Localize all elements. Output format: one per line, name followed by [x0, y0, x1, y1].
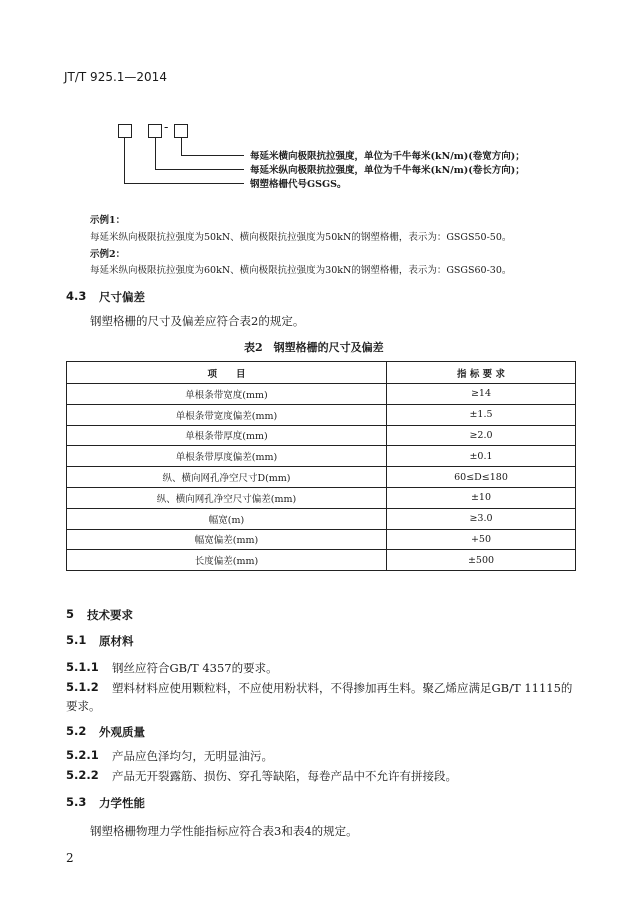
example-1-text: 每延米纵向极限抗拉强度为50kN、横向极限抗拉强度为50kN的钢塑格栅，表示为：GSGS50-50。 — [90, 232, 512, 243]
leader-line — [155, 138, 156, 169]
table-header-row — [67, 362, 576, 384]
code-box — [118, 124, 132, 138]
table-row — [67, 467, 576, 488]
table-cell-item: 单根条带厚度(mm) — [67, 425, 387, 446]
document-id: JT/T 925.1—2014 — [64, 70, 167, 84]
table-cell-item: 纵、横向网孔净空尺寸D(mm) — [67, 467, 387, 488]
section-5-2-number: 5.2 — [66, 724, 87, 738]
table-header-requirement: 指 标 要 求 — [387, 362, 576, 384]
longitudinal-strength-box — [148, 124, 162, 138]
example-1-label: 示例1： — [90, 215, 126, 226]
clause-5-2-1-number: 5.2.1 — [66, 748, 99, 762]
section-5-1-number: 5.1 — [66, 633, 87, 647]
table-row — [67, 529, 576, 550]
table-cell-value: ≥14 — [387, 384, 576, 405]
table-cell-item: 纵、横向网孔净空尺寸偏差(mm) — [67, 487, 387, 508]
table-cell-item: 单根条带厚度偏差(mm) — [67, 446, 387, 467]
clause-5-2-2-text: 产品无开裂露筋、损伤、穿孔等缺陷，每卷产品中不允许有拼接段。 — [112, 769, 457, 783]
transverse-strength-box — [174, 124, 188, 138]
table-cell-value: ±0.1 — [387, 446, 576, 467]
leader-line — [124, 183, 244, 184]
example-2-label: 示例2： — [90, 249, 126, 260]
clause-5-1-1-number: 5.1.1 — [66, 660, 99, 674]
section-5-1-title: 原材料 — [99, 634, 134, 648]
section-5-2-title: 外观质量 — [99, 725, 145, 739]
table-row — [67, 508, 576, 529]
table-cell-item: 长度偏差(mm) — [67, 550, 387, 571]
clause-5-1-2-text: 塑料材料应使用颗粒料，不应使用粉状料，不得掺加再生料。聚乙烯应满足GB/T 11115的 — [112, 681, 573, 695]
section-5-3-text: 钢塑格栅物理力学性能指标应符合表3和表4的规定。 — [90, 824, 358, 838]
table-2-caption: 表2 钢塑格栅的尺寸及偏差 — [244, 341, 384, 354]
clause-5-1-2-number: 5.1.2 — [66, 680, 99, 694]
legend-longitudinal: 每延米纵向极限抗拉强度，单位为千牛每米(kN/m)(卷长方向)； — [250, 165, 525, 176]
table-cell-value: ±10 — [387, 487, 576, 508]
table-row — [67, 404, 576, 425]
clause-5-1-2-text-cont: 要求。 — [66, 699, 101, 713]
table-cell-value: 60≤D≤180 — [387, 467, 576, 488]
section-4-3-number: 4.3 — [66, 289, 87, 303]
table-cell-value: ±500 — [387, 550, 576, 571]
table-row — [67, 384, 576, 405]
table-row — [67, 446, 576, 467]
leader-line — [155, 169, 244, 170]
table-header-item: 项 目 — [67, 362, 387, 384]
clause-5-2-2-number: 5.2.2 — [66, 768, 99, 782]
section-4-3-title: 尺寸偏差 — [99, 290, 145, 304]
section-5-number: 5 — [66, 607, 75, 621]
leader-line — [181, 138, 182, 155]
leader-line — [124, 138, 125, 183]
section-5-title: 技术要求 — [87, 608, 133, 622]
table-row — [67, 487, 576, 508]
table-cell-item: 幅宽(m) — [67, 508, 387, 529]
page-number: 2 — [66, 851, 74, 865]
legend-transverse: 每延米横向极限抗拉强度，单位为千牛每米(kN/m)(卷宽方向)； — [250, 151, 525, 162]
table-cell-value: ≥2.0 — [387, 425, 576, 446]
section-4-3-text: 钢塑格栅的尺寸及偏差应符合表2的规定。 — [90, 314, 305, 328]
table-2 — [66, 361, 576, 571]
legend-code: 钢塑格栅代号GSGS。 — [250, 179, 347, 190]
table-cell-value: +50 — [387, 529, 576, 550]
example-2-text: 每延米纵向极限抗拉强度为60kN、横向极限抗拉强度为30kN的钢塑格栅，表示为：GSGS60-30。 — [90, 265, 512, 276]
table-cell-item: 单根条带宽度(mm) — [67, 384, 387, 405]
table-cell-value: ≥3.0 — [387, 508, 576, 529]
designation-dash: - — [164, 120, 169, 135]
table-cell-item: 单根条带宽度偏差(mm) — [67, 404, 387, 425]
leader-line — [181, 155, 244, 156]
clause-5-2-1-text: 产品应色泽均匀，无明显油污。 — [112, 749, 273, 763]
table-cell-value: ±1.5 — [387, 404, 576, 425]
clause-5-1-1-text: 钢丝应符合GB/T 4357的要求。 — [112, 661, 278, 675]
table-row — [67, 550, 576, 571]
section-5-3-title: 力学性能 — [99, 796, 145, 810]
table-row — [67, 425, 576, 446]
table-cell-item: 幅宽偏差(mm) — [67, 529, 387, 550]
section-5-3-number: 5.3 — [66, 795, 87, 809]
